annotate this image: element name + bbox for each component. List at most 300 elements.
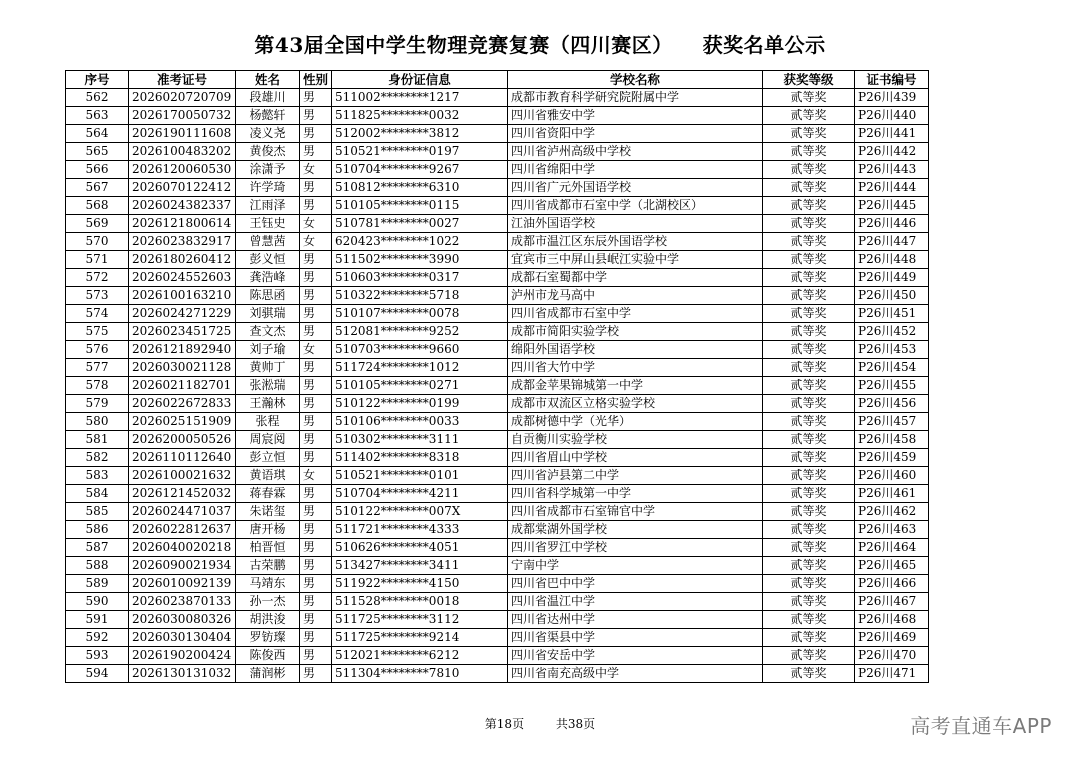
cell-award: 贰等奖: [763, 395, 855, 413]
table-row: [66, 593, 929, 611]
cell-certificate: P26川470: [855, 647, 929, 665]
cell-certificate: P26川466: [855, 575, 929, 593]
col-header: 学校名称: [508, 71, 763, 89]
cell-gender: 女: [300, 215, 332, 233]
cell-school: 泸州市龙马高中: [508, 287, 763, 305]
cell-id-card: 510704********4211: [332, 485, 508, 503]
cell-award: 贰等奖: [763, 179, 855, 197]
cell-certificate: P26川471: [855, 665, 929, 683]
cell-exam-id: 2026023832917: [129, 233, 236, 251]
cell-school: 自贡衡川实验学校: [508, 431, 763, 449]
cell-certificate: P26川467: [855, 593, 929, 611]
cell-name: 曾慧茜: [236, 233, 300, 251]
watermark: 高考直通车APP: [910, 714, 1052, 738]
cell-certificate: P26川465: [855, 557, 929, 575]
cell-index: 569: [66, 215, 129, 233]
cell-index: 575: [66, 323, 129, 341]
cell-id-card: 510703********9660: [332, 341, 508, 359]
cell-index: 572: [66, 269, 129, 287]
cell-gender: 男: [300, 521, 332, 539]
cell-index: 568: [66, 197, 129, 215]
cell-school: 江油外国语学校: [508, 215, 763, 233]
table-row: [66, 359, 929, 377]
cell-index: 570: [66, 233, 129, 251]
cell-name: 唐开杨: [236, 521, 300, 539]
cell-exam-id: 2026100021632: [129, 467, 236, 485]
cell-id-card: 511304********7810: [332, 665, 508, 683]
cell-name: 蒲润彬: [236, 665, 300, 683]
cell-id-card: 510521********0197: [332, 143, 508, 161]
cell-id-card: 510122********007X: [332, 503, 508, 521]
cell-id-card: 620423********1022: [332, 233, 508, 251]
cell-name: 段雄川: [236, 89, 300, 107]
cell-award: 贰等奖: [763, 413, 855, 431]
table-row: [66, 269, 929, 287]
cell-exam-id: 2026022672833: [129, 395, 236, 413]
cell-award: 贰等奖: [763, 269, 855, 287]
cell-exam-id: 2026200050526: [129, 431, 236, 449]
table-row: [66, 647, 929, 665]
table-row: [66, 215, 929, 233]
cell-id-card: 510105********0271: [332, 377, 508, 395]
cell-gender: 男: [300, 269, 332, 287]
cell-school: 四川省罗江中学校: [508, 539, 763, 557]
cell-exam-id: 2026130131032: [129, 665, 236, 683]
cell-award: 贰等奖: [763, 161, 855, 179]
cell-index: 566: [66, 161, 129, 179]
cell-id-card: 511528********0018: [332, 593, 508, 611]
cell-school: 四川省安岳中学: [508, 647, 763, 665]
table-row: [66, 287, 929, 305]
cell-name: 张淞瑞: [236, 377, 300, 395]
col-header: 性别: [300, 71, 332, 89]
cell-name: 周宸阅: [236, 431, 300, 449]
col-header: 身份证信息: [332, 71, 508, 89]
cell-index: 578: [66, 377, 129, 395]
cell-school: 绵阳外国语学校: [508, 341, 763, 359]
cell-index: 582: [66, 449, 129, 467]
cell-school: 成都市温江区东辰外国语学校: [508, 233, 763, 251]
table-row: [66, 467, 929, 485]
cell-exam-id: 2026190200424: [129, 647, 236, 665]
cell-index: 586: [66, 521, 129, 539]
cell-exam-id: 2026110112640: [129, 449, 236, 467]
cell-school: 成都市教育科学研究院附属中学: [508, 89, 763, 107]
col-header: 序号: [66, 71, 129, 89]
cell-index: 581: [66, 431, 129, 449]
cell-name: 许学琦: [236, 179, 300, 197]
cell-id-card: 510122********0199: [332, 395, 508, 413]
cell-index: 589: [66, 575, 129, 593]
cell-certificate: P26川462: [855, 503, 929, 521]
cell-index: 571: [66, 251, 129, 269]
cell-id-card: 511825********0032: [332, 107, 508, 125]
cell-certificate: P26川451: [855, 305, 929, 323]
cell-gender: 男: [300, 539, 332, 557]
cell-exam-id: 2026030080326: [129, 611, 236, 629]
cell-certificate: P26川443: [855, 161, 929, 179]
cell-name: 彭义恒: [236, 251, 300, 269]
page-total: 共38页: [555, 717, 596, 731]
cell-award: 贰等奖: [763, 431, 855, 449]
cell-id-card: 510781********0027: [332, 215, 508, 233]
cell-id-card: 511721********4333: [332, 521, 508, 539]
table-row: [66, 629, 929, 647]
cell-gender: 男: [300, 107, 332, 125]
cell-award: 贰等奖: [763, 629, 855, 647]
cell-award: 贰等奖: [763, 143, 855, 161]
cell-certificate: P26川439: [855, 89, 929, 107]
table-row: [66, 89, 929, 107]
cell-school: 四川省科学城第一中学: [508, 485, 763, 503]
cell-exam-id: 2026010092139: [129, 575, 236, 593]
cell-award: 贰等奖: [763, 233, 855, 251]
cell-exam-id: 2026120060530: [129, 161, 236, 179]
cell-exam-id: 2026070122412: [129, 179, 236, 197]
cell-school: 四川省成都市石室中学: [508, 305, 763, 323]
cell-id-card: 511002********1217: [332, 89, 508, 107]
cell-index: 590: [66, 593, 129, 611]
cell-name: 彭立恒: [236, 449, 300, 467]
cell-index: 564: [66, 125, 129, 143]
cell-award: 贰等奖: [763, 89, 855, 107]
cell-gender: 女: [300, 233, 332, 251]
cell-exam-id: 2026024382337: [129, 197, 236, 215]
cell-gender: 男: [300, 557, 332, 575]
cell-index: 577: [66, 359, 129, 377]
cell-exam-id: 2026121892940: [129, 341, 236, 359]
cell-gender: 男: [300, 377, 332, 395]
cell-award: 贰等奖: [763, 467, 855, 485]
cell-name: 朱诺玺: [236, 503, 300, 521]
cell-school: 四川省渠县中学: [508, 629, 763, 647]
cell-name: 王钰史: [236, 215, 300, 233]
cell-index: 576: [66, 341, 129, 359]
table-row: [66, 143, 929, 161]
cell-certificate: P26川468: [855, 611, 929, 629]
cell-index: 565: [66, 143, 129, 161]
cell-certificate: P26川459: [855, 449, 929, 467]
cell-id-card: 510626********4051: [332, 539, 508, 557]
cell-index: 591: [66, 611, 129, 629]
cell-school: 四川省温江中学: [508, 593, 763, 611]
cell-index: 562: [66, 89, 129, 107]
cell-index: 579: [66, 395, 129, 413]
cell-certificate: P26川446: [855, 215, 929, 233]
cell-certificate: P26川448: [855, 251, 929, 269]
cell-name: 刘子瑜: [236, 341, 300, 359]
cell-index: 593: [66, 647, 129, 665]
cell-id-card: 511725********9214: [332, 629, 508, 647]
cell-school: 四川省大竹中学: [508, 359, 763, 377]
cell-index: 567: [66, 179, 129, 197]
cell-name: 马靖东: [236, 575, 300, 593]
cell-index: 563: [66, 107, 129, 125]
cell-id-card: 510322********5718: [332, 287, 508, 305]
cell-exam-id: 2026121452032: [129, 485, 236, 503]
cell-school: 成都市双流区立格实验学校: [508, 395, 763, 413]
cell-award: 贰等奖: [763, 647, 855, 665]
cell-certificate: P26川441: [855, 125, 929, 143]
cell-id-card: 510106********0033: [332, 413, 508, 431]
table-row: [66, 107, 929, 125]
table-row: [66, 557, 929, 575]
cell-award: 贰等奖: [763, 305, 855, 323]
cell-award: 贰等奖: [763, 125, 855, 143]
cell-exam-id: 2026100163210: [129, 287, 236, 305]
cell-id-card: 512081********9252: [332, 323, 508, 341]
cell-id-card: 512021********6212: [332, 647, 508, 665]
cell-index: 573: [66, 287, 129, 305]
cell-id-card: 512002********3812: [332, 125, 508, 143]
cell-exam-id: 2026022812637: [129, 521, 236, 539]
cell-exam-id: 2026023451725: [129, 323, 236, 341]
cell-gender: 男: [300, 287, 332, 305]
cell-certificate: P26川445: [855, 197, 929, 215]
cell-name: 陈思函: [236, 287, 300, 305]
table-row: [66, 449, 929, 467]
table-row: [66, 233, 929, 251]
cell-index: 585: [66, 503, 129, 521]
cell-name: 柏晋恒: [236, 539, 300, 557]
table-row: [66, 305, 929, 323]
cell-school: 四川省成都市石室中学（北湖校区）: [508, 197, 763, 215]
cell-gender: 男: [300, 197, 332, 215]
cell-name: 刘骐瑞: [236, 305, 300, 323]
cell-gender: 男: [300, 665, 332, 683]
cell-name: 龚浩峰: [236, 269, 300, 287]
cell-gender: 女: [300, 341, 332, 359]
award-table: [65, 70, 929, 683]
cell-gender: 男: [300, 305, 332, 323]
cell-name: 黄俊杰: [236, 143, 300, 161]
cell-name: 杨懿轩: [236, 107, 300, 125]
cell-gender: 男: [300, 143, 332, 161]
cell-name: 黄语琪: [236, 467, 300, 485]
cell-id-card: 511724********1012: [332, 359, 508, 377]
cell-certificate: P26川450: [855, 287, 929, 305]
cell-gender: 男: [300, 449, 332, 467]
cell-certificate: P26川452: [855, 323, 929, 341]
cell-school: 四川省眉山中学校: [508, 449, 763, 467]
cell-gender: 男: [300, 593, 332, 611]
cell-award: 贰等奖: [763, 449, 855, 467]
cell-certificate: P26川461: [855, 485, 929, 503]
cell-index: 584: [66, 485, 129, 503]
cell-name: 蒋春霖: [236, 485, 300, 503]
cell-name: 黄帅丁: [236, 359, 300, 377]
table-row: [66, 503, 929, 521]
cell-exam-id: 2026023870133: [129, 593, 236, 611]
cell-name: 陈俊西: [236, 647, 300, 665]
cell-school: 四川省南充高级中学: [508, 665, 763, 683]
table-body: [66, 89, 929, 683]
cell-certificate: P26川455: [855, 377, 929, 395]
table-header-row: [66, 71, 929, 89]
cell-school: 四川省绵阳中学: [508, 161, 763, 179]
cell-exam-id: 2026024471037: [129, 503, 236, 521]
cell-certificate: P26川469: [855, 629, 929, 647]
table-row: [66, 197, 929, 215]
cell-school: 四川省资阳中学: [508, 125, 763, 143]
cell-award: 贰等奖: [763, 521, 855, 539]
cell-name: 江雨泽: [236, 197, 300, 215]
cell-exam-id: 2026020720709: [129, 89, 236, 107]
cell-exam-id: 2026190111608: [129, 125, 236, 143]
cell-certificate: P26川464: [855, 539, 929, 557]
cell-gender: 男: [300, 395, 332, 413]
cell-award: 贰等奖: [763, 251, 855, 269]
cell-exam-id: 2026100483202: [129, 143, 236, 161]
cell-id-card: 510603********0317: [332, 269, 508, 287]
cell-index: 592: [66, 629, 129, 647]
cell-exam-id: 2026121800614: [129, 215, 236, 233]
cell-gender: 男: [300, 323, 332, 341]
cell-gender: 男: [300, 125, 332, 143]
col-header: 证书编号: [855, 71, 929, 89]
cell-certificate: P26川449: [855, 269, 929, 287]
cell-gender: 男: [300, 611, 332, 629]
cell-certificate: P26川453: [855, 341, 929, 359]
table-row: [66, 485, 929, 503]
cell-gender: 男: [300, 647, 332, 665]
cell-school: 四川省巴中中学: [508, 575, 763, 593]
cell-certificate: P26川460: [855, 467, 929, 485]
cell-school: 宜宾市三中屏山县岷江实验中学: [508, 251, 763, 269]
table-row: [66, 323, 929, 341]
cell-school: 四川省成都市石室锦官中学: [508, 503, 763, 521]
cell-name: 涂潇予: [236, 161, 300, 179]
cell-gender: 男: [300, 413, 332, 431]
cell-name: 张程: [236, 413, 300, 431]
table-row: [66, 431, 929, 449]
cell-school: 成都石室蜀都中学: [508, 269, 763, 287]
cell-id-card: 511725********3112: [332, 611, 508, 629]
cell-name: 孙一杰: [236, 593, 300, 611]
cell-index: 583: [66, 467, 129, 485]
cell-certificate: P26川456: [855, 395, 929, 413]
cell-school: 成都金苹果锦城第一中学: [508, 377, 763, 395]
table-row: [66, 395, 929, 413]
cell-award: 贰等奖: [763, 341, 855, 359]
cell-exam-id: 2026170050732: [129, 107, 236, 125]
cell-exam-id: 2026040020218: [129, 539, 236, 557]
cell-gender: 男: [300, 251, 332, 269]
table-row: [66, 125, 929, 143]
table-row: [66, 575, 929, 593]
cell-award: 贰等奖: [763, 593, 855, 611]
cell-certificate: P26川442: [855, 143, 929, 161]
cell-award: 贰等奖: [763, 287, 855, 305]
cell-certificate: P26川463: [855, 521, 929, 539]
cell-id-card: 510704********9267: [332, 161, 508, 179]
cell-gender: 女: [300, 467, 332, 485]
cell-name: 凌义尧: [236, 125, 300, 143]
table-row: [66, 611, 929, 629]
cell-certificate: P26川447: [855, 233, 929, 251]
table-row: [66, 251, 929, 269]
cell-id-card: 510105********0115: [332, 197, 508, 215]
page-number: 第18页: [484, 717, 525, 731]
cell-exam-id: 2026180260412: [129, 251, 236, 269]
cell-id-card: 510107********0078: [332, 305, 508, 323]
cell-id-card: 511502********3990: [332, 251, 508, 269]
cell-exam-id: 2026030130404: [129, 629, 236, 647]
cell-gender: 男: [300, 503, 332, 521]
page-title: 第43届全国中学生物理竞赛复赛（四川赛区） 获奖名单公示: [254, 33, 826, 57]
cell-award: 贰等奖: [763, 557, 855, 575]
cell-index: 580: [66, 413, 129, 431]
cell-gender: 男: [300, 431, 332, 449]
cell-certificate: P26川444: [855, 179, 929, 197]
cell-exam-id: 2026021182701: [129, 377, 236, 395]
cell-exam-id: 2026024271229: [129, 305, 236, 323]
cell-school: 四川省雅安中学: [508, 107, 763, 125]
cell-name: 胡洪浚: [236, 611, 300, 629]
cell-exam-id: 2026030021128: [129, 359, 236, 377]
table-row: [66, 521, 929, 539]
cell-certificate: P26川458: [855, 431, 929, 449]
col-header: 获奖等级: [763, 71, 855, 89]
cell-award: 贰等奖: [763, 503, 855, 521]
cell-index: 574: [66, 305, 129, 323]
col-header: 姓名: [236, 71, 300, 89]
cell-award: 贰等奖: [763, 665, 855, 683]
cell-gender: 女: [300, 161, 332, 179]
cell-award: 贰等奖: [763, 215, 855, 233]
cell-gender: 男: [300, 629, 332, 647]
cell-index: 587: [66, 539, 129, 557]
cell-exam-id: 2026025151909: [129, 413, 236, 431]
cell-school: 宁南中学: [508, 557, 763, 575]
cell-award: 贰等奖: [763, 485, 855, 503]
table-row: [66, 413, 929, 431]
cell-gender: 男: [300, 179, 332, 197]
cell-award: 贰等奖: [763, 107, 855, 125]
cell-school: 四川省泸县第二中学: [508, 467, 763, 485]
cell-certificate: P26川440: [855, 107, 929, 125]
cell-award: 贰等奖: [763, 575, 855, 593]
cell-certificate: P26川457: [855, 413, 929, 431]
cell-id-card: 513427********3411: [332, 557, 508, 575]
cell-school: 成都市简阳实验学校: [508, 323, 763, 341]
cell-id-card: 511922********4150: [332, 575, 508, 593]
cell-award: 贰等奖: [763, 539, 855, 557]
cell-exam-id: 2026024552603: [129, 269, 236, 287]
cell-name: 查文杰: [236, 323, 300, 341]
cell-index: 594: [66, 665, 129, 683]
cell-name: 王瀚林: [236, 395, 300, 413]
cell-award: 贰等奖: [763, 359, 855, 377]
cell-id-card: 510521********0101: [332, 467, 508, 485]
table-row: [66, 377, 929, 395]
cell-award: 贰等奖: [763, 323, 855, 341]
table-row: [66, 539, 929, 557]
cell-school: 四川省泸州高级中学校: [508, 143, 763, 161]
table-row: [66, 179, 929, 197]
cell-index: 588: [66, 557, 129, 575]
table-row: [66, 341, 929, 359]
cell-school: 成都树德中学（光华）: [508, 413, 763, 431]
cell-school: 四川省广元外国语学校: [508, 179, 763, 197]
cell-gender: 男: [300, 485, 332, 503]
cell-exam-id: 2026090021934: [129, 557, 236, 575]
cell-award: 贰等奖: [763, 611, 855, 629]
cell-id-card: 511402********8318: [332, 449, 508, 467]
cell-certificate: P26川454: [855, 359, 929, 377]
table-row: [66, 665, 929, 683]
cell-name: 罗钫璨: [236, 629, 300, 647]
